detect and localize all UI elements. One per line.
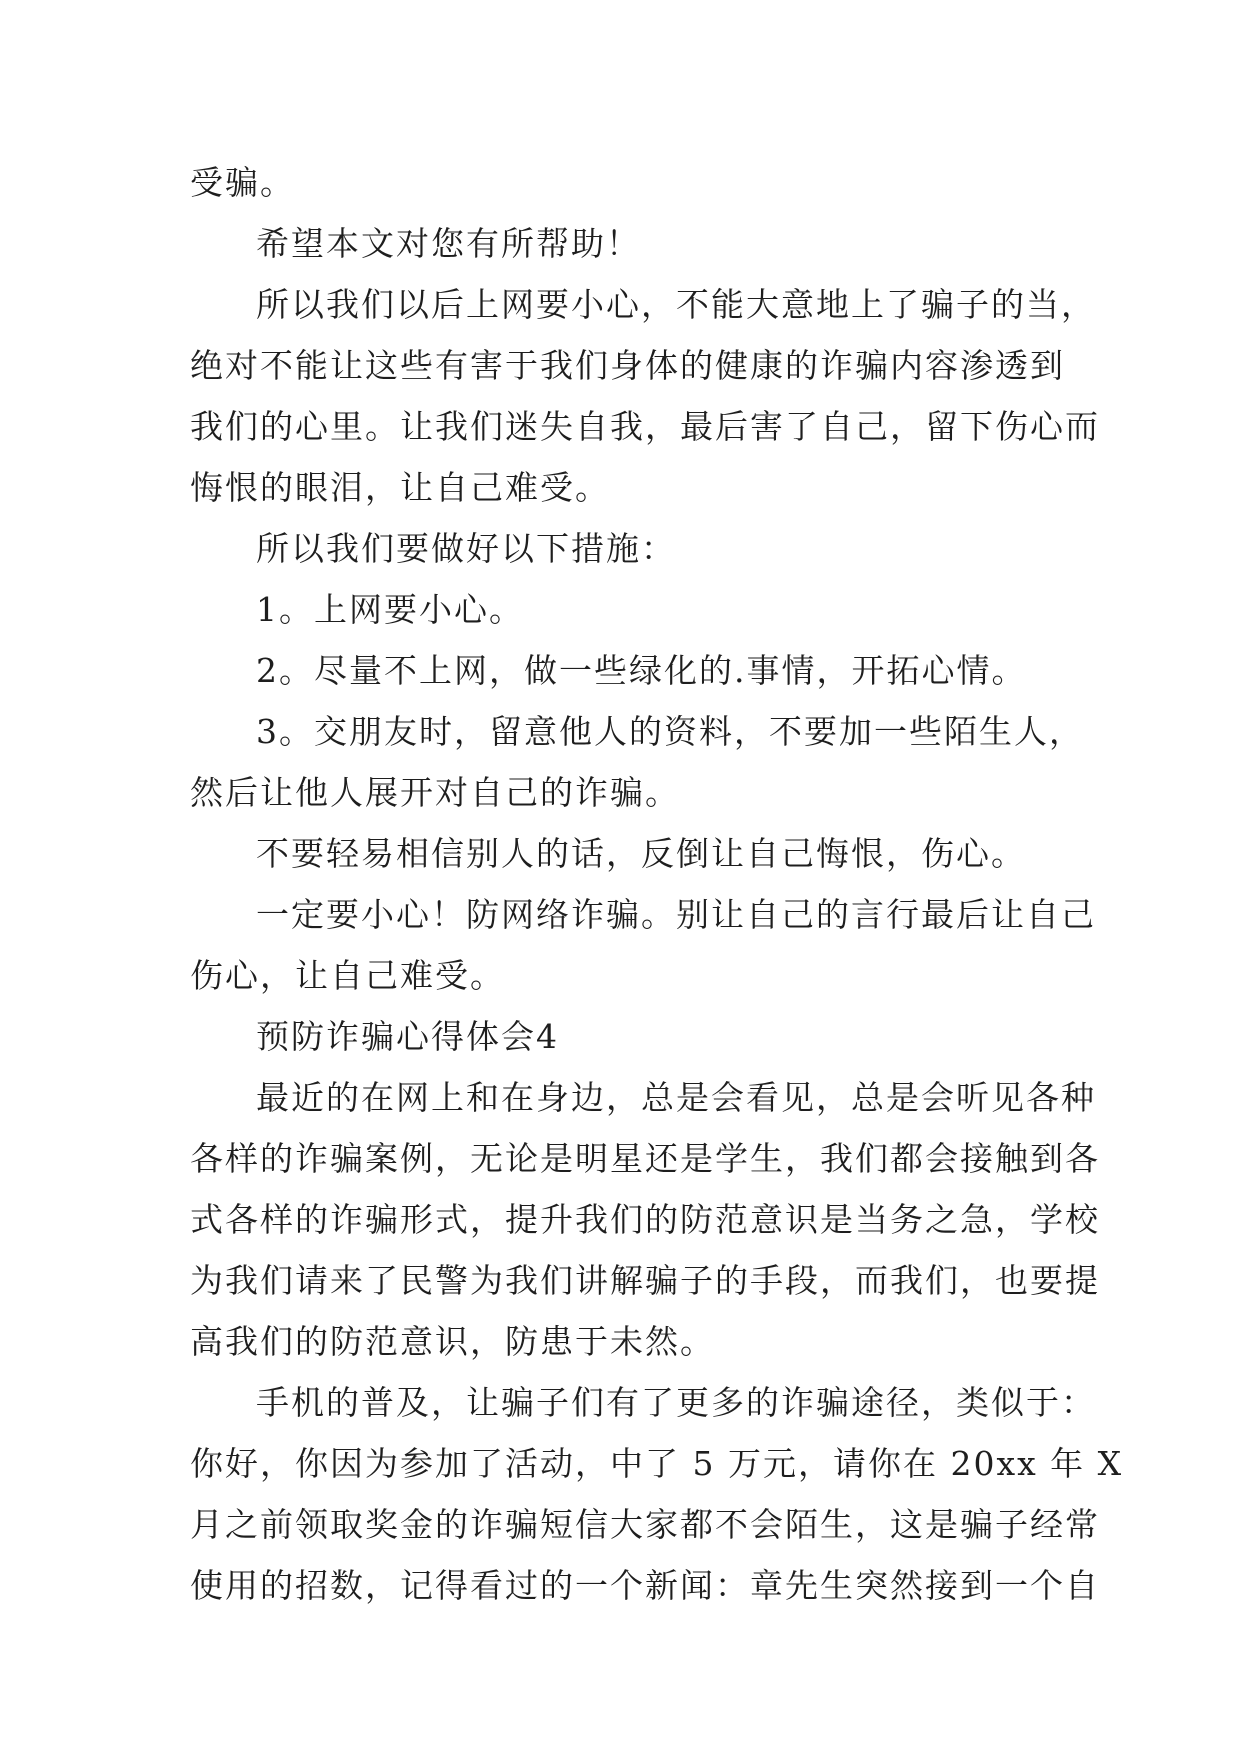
text-line: 高我们的防范意识，防患于未然。: [190, 1322, 715, 1361]
text-line: 你好，你因为参加了活动，中了 5 万元，请你在 20xx 年 X: [190, 1444, 1124, 1483]
text-line: 绝对不能让这些有害于我们身体的健康的诈骗内容渗透到: [190, 346, 1065, 385]
section-heading: 预防诈骗心得体会4: [256, 1017, 559, 1056]
text-line: 月之前领取奖金的诈骗短信大家都不会陌生，这是骗子经常: [190, 1505, 1100, 1544]
text-line: 使用的招数，记得看过的一个新闻：章先生突然接到一个自: [190, 1566, 1100, 1605]
text-line: 悔恨的眼泪，让自己难受。: [190, 468, 610, 507]
text-line: 然后让他人展开对自己的诈骗。: [190, 773, 680, 812]
list-item: 3。交朋友时，留意他人的资料，不要加一些陌生人，: [256, 712, 1084, 751]
text-line: 所以我们要做好以下措施：: [256, 529, 676, 568]
text-line: 一定要小心！防网络诈骗。别让自己的言行最后让自己: [256, 895, 1096, 934]
document-body: [190, 152, 1124, 1616]
text-line: 为我们请来了民警为我们讲解骗子的手段，而我们，也要提: [190, 1261, 1100, 1300]
text-line: 式各样的诈骗形式，提升我们的防范意识是当务之急，学校: [190, 1200, 1100, 1239]
text-line: 我们的心里。让我们迷失自我，最后害了自己，留下伤心而: [190, 407, 1100, 446]
text-line: 最近的在网上和在身边，总是会看见，总是会听见各种: [256, 1078, 1096, 1117]
text-line: 伤心，让自己难受。: [190, 956, 505, 995]
text-line: 希望本文对您有所帮助！: [256, 224, 641, 263]
text-line: 所以我们以后上网要小心，不能大意地上了骗子的当，: [256, 285, 1096, 324]
text-line: 各样的诈骗案例，无论是明星还是学生，我们都会接触到各: [190, 1139, 1100, 1178]
text-line: 受骗。: [190, 163, 295, 202]
list-item: 2。尽量不上网，做一些绿化的.事情，开拓心情。: [256, 651, 1027, 690]
text-line: 不要轻易相信别人的话，反倒让自己悔恨，伤心。: [256, 834, 1026, 873]
list-item: 1。上网要小心。: [256, 590, 524, 629]
text-line: 手机的普及，让骗子们有了更多的诈骗途径，类似于：: [256, 1383, 1096, 1422]
